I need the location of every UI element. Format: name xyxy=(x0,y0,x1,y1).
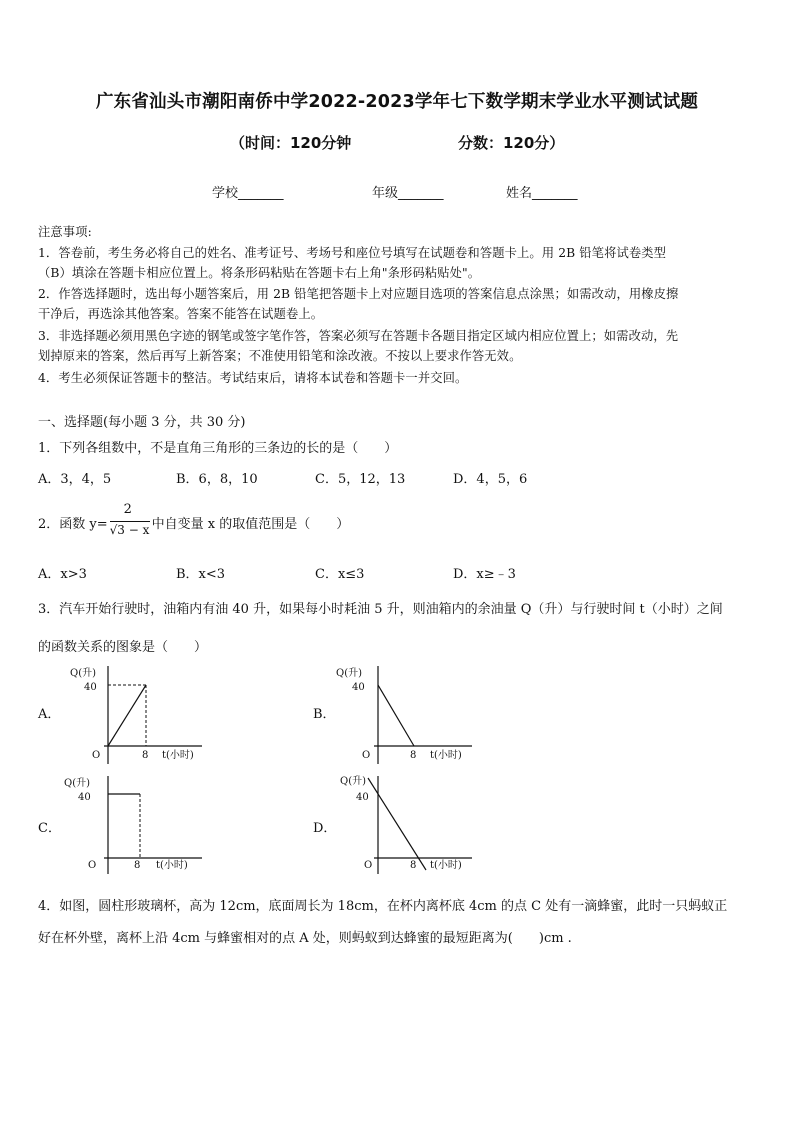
axis-t-label: t(小时) xyxy=(430,860,462,871)
q2-option-a: A．x>3 xyxy=(38,567,87,582)
origin-label: O xyxy=(92,750,101,761)
q2-fraction xyxy=(108,502,152,542)
note-2a: 2．作答选择题时，选出每小题答案后，用 2B 铅笔把答题卡上对应题目选项的答案信息点涂黑；如需改动，用橡皮擦 xyxy=(38,287,679,301)
q3-option-b-label: B． xyxy=(313,707,336,722)
q2-option-c: C．x≤3 xyxy=(315,567,365,582)
q1-stem: 1．下列各组数中，不是直角三角形的三条边的长的是（ ） xyxy=(38,441,398,456)
graph-line xyxy=(378,685,414,746)
graph-a xyxy=(60,660,210,768)
graph-c xyxy=(60,770,210,878)
note-3b: 划掉原来的答案，然后再写上新答案；不准使用铅笔和涂改液。不按以上要求作答无效。 xyxy=(38,349,522,363)
notes-heading: 注意事项: xyxy=(38,225,92,239)
origin-label: O xyxy=(362,750,371,761)
origin-label: O xyxy=(88,860,97,871)
grade-field: 年级_______ xyxy=(372,186,444,201)
q1-option-b: B．6，8，10 xyxy=(176,472,258,487)
section-heading: 一、选择题(每小题 3 分，共 30 分) xyxy=(38,415,246,430)
exam-title: 广东省汕头市潮阳南侨中学2022-2023学年七下数学期末学业水平测试试题 xyxy=(95,92,699,112)
note-3a: 3．非选择题必须用黑色字迹的钢笔或签字笔作答，答案必须写在答题卡各题目指定区域内相应位置上；如需改动，先 xyxy=(38,329,679,343)
tick-8: 8 xyxy=(134,860,141,871)
q1-option-a: A．3，4，5 xyxy=(38,472,112,487)
q2-option-b: B．x<3 xyxy=(176,567,226,582)
q4-line2: 好在杯外壁，离杯上沿 4cm 与蜂蜜相对的点 A 处，则蚂蚁到达蜂蜜的最短距离为( )cm . xyxy=(38,931,572,946)
q3-stem-line2: 的函数关系的图象是（ ） xyxy=(38,640,208,655)
tick-40: 40 xyxy=(356,792,369,803)
q3-option-a-label: A． xyxy=(38,707,61,722)
note-2b: 干净后，再选涂其他答案。答案不能答在试题卷上。 xyxy=(38,307,324,321)
exam-time: （时间：120分钟 xyxy=(230,134,352,152)
exam-score: 分数：120分） xyxy=(458,134,565,152)
tick-40: 40 xyxy=(78,792,91,803)
tick-8: 8 xyxy=(410,860,417,871)
fraction-bar xyxy=(110,521,150,522)
tick-8: 8 xyxy=(142,750,149,761)
note-1a: 1．答卷前，考生务必将自己的姓名、准考证号、考场号和座位号填写在试题卷和答题卡上。用 2B 铅笔将试卷类型 xyxy=(38,246,667,260)
note-4: 4．考生必须保证答题卡的整洁。考试结束后，请将本试卷和答题卡一并交回。 xyxy=(38,371,468,385)
q1-option-c: C．5，12，13 xyxy=(315,472,406,487)
axis-t-label: t(小时) xyxy=(156,860,188,871)
origin-label: O xyxy=(364,860,373,871)
axis-t-label: t(小时) xyxy=(430,750,462,761)
q4-line1: 4．如图，圆柱形玻璃杯，高为 12cm，底面周长为 18cm，在杯内离杯底 4cm 的点 C 处有一滴蜂蜜，此时一只蚂蚁正 xyxy=(38,899,728,914)
q1-option-d: D．4，5，6 xyxy=(453,472,528,487)
axis-q-label: Q(升) xyxy=(336,668,363,679)
axis-q-label: Q(升) xyxy=(64,778,91,789)
axis-q-label: Q(升) xyxy=(70,668,97,679)
axis-q-label: Q(升) xyxy=(340,776,367,787)
q3-option-d-label: D． xyxy=(313,821,337,836)
graph-line xyxy=(368,778,426,870)
tick-40: 40 xyxy=(352,682,365,693)
q2-denominator: √3 − x xyxy=(109,523,150,537)
note-1b: （B）填涂在答题卡相应位置上。将条形码粘贴在答题卡右上角"条形码粘贴处"。 xyxy=(38,266,481,280)
axis-t-label: t(小时) xyxy=(162,750,194,761)
q2-option-d: D．x≥﹣3 xyxy=(453,567,516,582)
q3-option-c-label: C． xyxy=(38,821,61,836)
school-field: 学校_______ xyxy=(212,186,284,201)
q2-stem xyxy=(38,502,349,542)
name-field: 姓名_______ xyxy=(506,186,578,201)
q2-post: 中自变量 x 的取值范围是（ ） xyxy=(151,516,350,532)
q2-pre: 2．函数 y= xyxy=(38,516,108,532)
graph-d xyxy=(330,770,480,878)
graph-b xyxy=(330,660,480,768)
q3-stem-line1: 3．汽车开始行驶时，油箱内有油 40 升，如果每小时耗油 5 升，则油箱内的余油量 Q（升）与行驶时间 t（小时）之间 xyxy=(38,602,723,617)
tick-40: 40 xyxy=(84,682,97,693)
tick-8: 8 xyxy=(410,750,417,761)
graph-line xyxy=(108,685,146,746)
q2-numerator: 2 xyxy=(123,502,132,517)
